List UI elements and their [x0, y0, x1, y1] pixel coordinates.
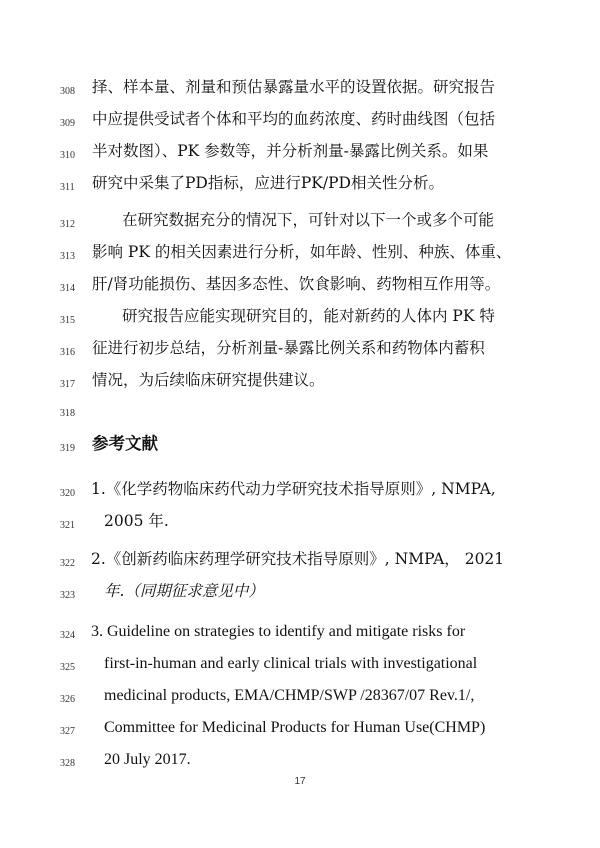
- reference-item: 3. Guideline on strategies to identify and mitigate risks for: [91, 623, 466, 640]
- body-text-line: 肝/肾功能损伤、基因多态性、饮食影响、药物相互作用等。: [92, 275, 501, 293]
- body-text-line: 情况，为后续临床研究提供建议。: [92, 371, 325, 389]
- body-text-line: 择、样本量、剂量和预估暴露量水平的设置依据。研究报告: [92, 78, 496, 96]
- line-number: 311: [60, 182, 75, 193]
- line-number: 308: [60, 86, 75, 97]
- line-number: 316: [60, 347, 75, 358]
- line-number: 317: [60, 379, 75, 390]
- body-text-line: 中应提供受试者个体和平均的血药浓度、药时曲线图（包括: [92, 110, 496, 128]
- line-number: 318: [60, 408, 75, 419]
- line-number: 314: [60, 283, 75, 294]
- paragraph-first-line: 在研究数据充分的情况下，可针对以下一个或多个可能: [122, 211, 495, 229]
- reference-item-continuation: 20 July 2017.: [104, 751, 191, 768]
- reference-item-continuation: first-in-human and early clinical trials with investigational: [104, 655, 478, 672]
- line-number: 313: [60, 251, 75, 262]
- line-number: 327: [60, 726, 75, 737]
- reference-item-continuation: Committee for Medicinal Products for Human Use(CHMP): [104, 719, 486, 736]
- line-number: 325: [60, 662, 75, 673]
- reference-item-continuation: 2005 年.: [104, 512, 169, 530]
- line-number: 326: [60, 694, 75, 705]
- reference-item: 2.《创新药临床药理学研究技术指导原则》, NMPA， 2021: [91, 550, 505, 568]
- line-number: 315: [60, 315, 75, 326]
- paragraph-first-line: 研究报告应能实现研究目的，能对新药的人体内 PK 特: [122, 307, 495, 325]
- body-text-line: 研究中采集了PD指标，应进行PK/PD相关性分析。: [92, 174, 444, 192]
- line-number: 310: [60, 150, 75, 161]
- line-number: 323: [60, 590, 75, 601]
- line-number: 321: [60, 520, 75, 531]
- page-number: 17: [294, 776, 306, 787]
- section-heading-references: 参考文献: [92, 434, 158, 453]
- line-number: 328: [60, 758, 75, 769]
- line-number: 322: [60, 558, 75, 569]
- line-number: 324: [60, 630, 75, 641]
- reference-item-continuation: 年.（同期征求意见中）: [104, 582, 264, 600]
- body-text-line: 影响 PK 的相关因素进行分析，如年龄、性别、种族、体重、: [92, 243, 512, 261]
- line-number: 312: [60, 219, 75, 230]
- line-number: 309: [60, 118, 75, 129]
- reference-item-continuation: medicinal products, EMA/CHMP/SWP /28367/07 Rev.1/,: [104, 687, 475, 704]
- body-text-line: 征进行初步总结，分析剂量-暴露比例关系和药物体内蓄积: [92, 339, 485, 357]
- reference-item: 1.《化学药物临床药代动力学研究技术指导原则》, NMPA,: [91, 480, 496, 498]
- line-number: 319: [60, 443, 75, 454]
- line-number: 320: [60, 488, 75, 499]
- body-text-line: 半对数图）、PK 参数等，并分析剂量-暴露比例关系。如果: [92, 142, 489, 160]
